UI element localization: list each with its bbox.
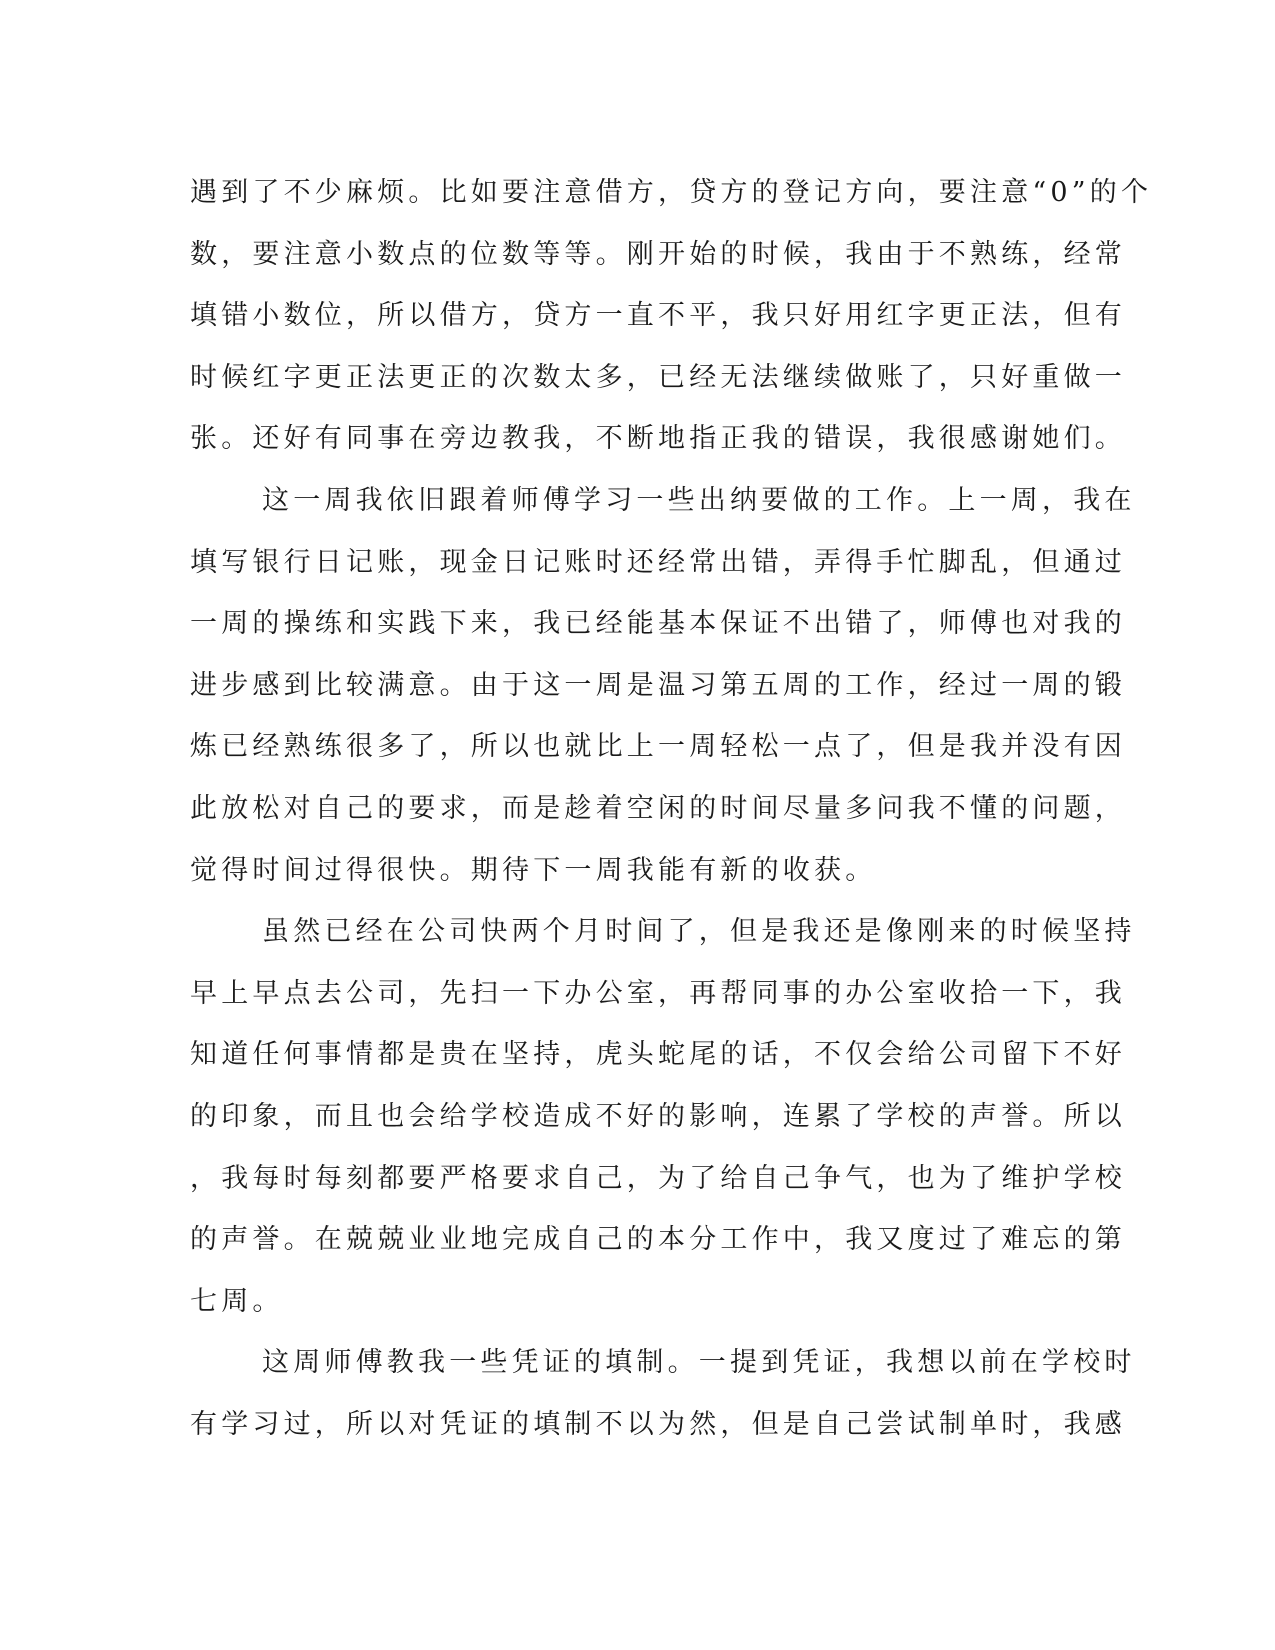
text-line: 张。还好有同事在旁边教我，不断地指正我的错误，我很感谢她们。: [190, 423, 1126, 455]
text-line: 数，要注意小数点的位数等等。刚开始的时候，我由于不熟练，经常: [190, 238, 1126, 270]
text-line: 觉得时间过得很快。期待下一周我能有新的收获。: [190, 854, 877, 886]
text-line: 知道任何事情都是贵在坚持，虎头蛇尾的话，不仅会给公司留下不好: [190, 1039, 1126, 1071]
text-line: 填错小数位，所以借方，贷方一直不平，我只好用红字更正法，但有: [190, 300, 1126, 332]
paragraph-start-line: 这周师傅教我一些凭证的填制。一提到凭证，我想以前在学校时: [262, 1347, 1136, 1379]
text-line: 七周。: [190, 1285, 284, 1317]
text-line: 一周的操练和实践下来，我已经能基本保证不出错了，师傅也对我的: [190, 608, 1126, 640]
text-line: 遇到了不少麻烦。比如要注意借方，贷方的登记方向，要注意“0”的个: [190, 177, 1153, 208]
text-line: 填写银行日记账，现金日记账时还经常出错，弄得手忙脚乱，但通过: [190, 546, 1126, 578]
text-line: 早上早点去公司，先扫一下办公室，再帮同事的办公室收拾一下，我: [190, 977, 1126, 1009]
paragraph-start-line: 虽然已经在公司快两个月时间了，但是我还是像刚来的时候坚持: [262, 916, 1136, 948]
text-line: 的印象，而且也会给学校造成不好的影响，连累了学校的声誉。所以: [190, 1100, 1126, 1132]
text-line: 时候红字更正法更正的次数太多，已经无法继续做账了，只好重做一: [190, 361, 1126, 393]
text-line: 的声誉。在兢兢业业地完成自己的本分工作中，我又度过了难忘的第: [190, 1224, 1126, 1256]
body-text: [190, 162, 1153, 1455]
text-line: 进步感到比较满意。由于这一周是温习第五周的工作，经过一周的锻: [190, 669, 1126, 701]
text-line: 此放松对自己的要求，而是趁着空闲的时间尽量多问我不懂的问题，: [190, 792, 1126, 824]
text-line: 有学习过，所以对凭证的填制不以为然，但是自己尝试制单时，我感: [190, 1408, 1126, 1440]
text-line: ，我每时每刻都要严格要求自己，为了给自己争气，也为了维护学校: [190, 1162, 1126, 1194]
paragraph-start-line: 这一周我依旧跟着师傅学习一些出纳要做的工作。上一周，我在: [262, 484, 1136, 516]
text-line: 炼已经熟练很多了，所以也就比上一周轻松一点了，但是我并没有因: [190, 731, 1126, 763]
